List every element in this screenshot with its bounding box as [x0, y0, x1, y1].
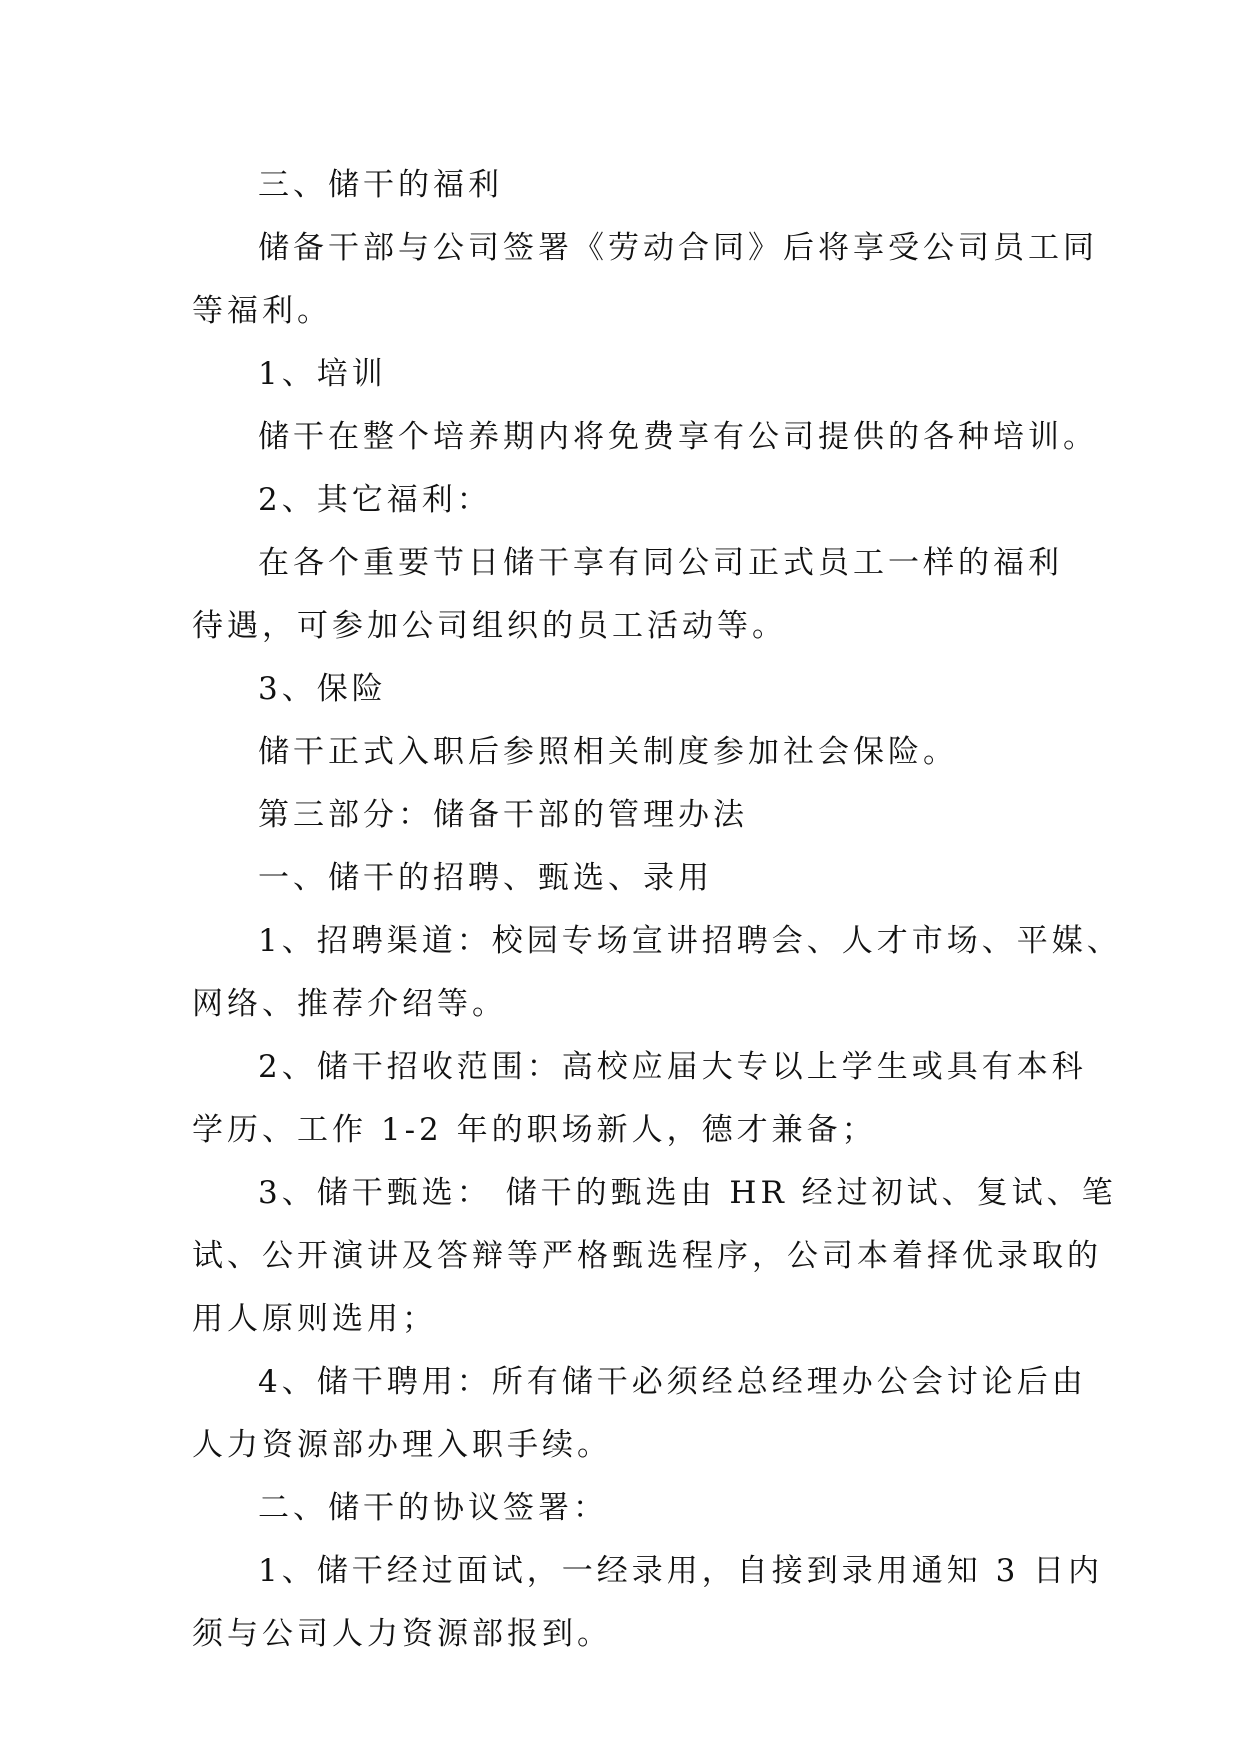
item-heading-other-benefits: 2、其它福利： [258, 482, 492, 518]
part-heading-management: 第三部分：储备干部的管理办法 [258, 797, 748, 833]
section-heading-recruitment: 一、储干的招聘、甄选、录用 [258, 860, 713, 896]
paragraph-line: 网络、推荐介绍等。 [192, 986, 507, 1022]
paragraph-line: 试、公开演讲及答辩等严格甄选程序，公司本着择优录取的 [192, 1238, 1102, 1274]
paragraph-line: 学历、工作 1-2 年的职场新人，德才兼备； [192, 1112, 877, 1148]
paragraph-line: 4、储干聘用：所有储干必须经总经理办公会讨论后由 [258, 1364, 1087, 1400]
paragraph-line: 储干在整个培养期内将免费享有公司提供的各种培训。 [258, 419, 1098, 455]
paragraph-line: 3、储干甄选： 储干的甄选由 HR 经过初试、复试、笔 [258, 1175, 1117, 1211]
paragraph-line: 待遇，可参加公司组织的员工活动等。 [192, 608, 787, 644]
paragraph-line: 须与公司人力资源部报到。 [192, 1616, 612, 1652]
paragraph-line: 1、招聘渠道：校园专场宣讲招聘会、人才市场、平媒、 [258, 923, 1122, 959]
item-heading-training: 1、培训 [258, 356, 387, 392]
paragraph-line: 人力资源部办理入职手续。 [192, 1427, 612, 1463]
paragraph-line: 储备干部与公司签署《劳动合同》后将享受公司员工同 [258, 230, 1098, 266]
item-heading-insurance: 3、保险 [258, 671, 387, 707]
paragraph-line: 储干正式入职后参照相关制度参加社会保险。 [258, 734, 958, 770]
paragraph-line: 在各个重要节日储干享有同公司正式员工一样的福利 [258, 545, 1063, 581]
paragraph-line: 1、储干经过面试，一经录用，自接到录用通知 3 日内 [258, 1553, 1104, 1589]
section-heading-benefits: 三、储干的福利 [258, 167, 503, 203]
section-heading-agreement: 二、储干的协议签署： [258, 1490, 608, 1526]
paragraph-line: 用人原则选用； [192, 1301, 437, 1337]
paragraph-line: 2、储干招收范围：高校应届大专以上学生或具有本科 [258, 1049, 1087, 1085]
paragraph-line: 等福利。 [192, 293, 332, 329]
